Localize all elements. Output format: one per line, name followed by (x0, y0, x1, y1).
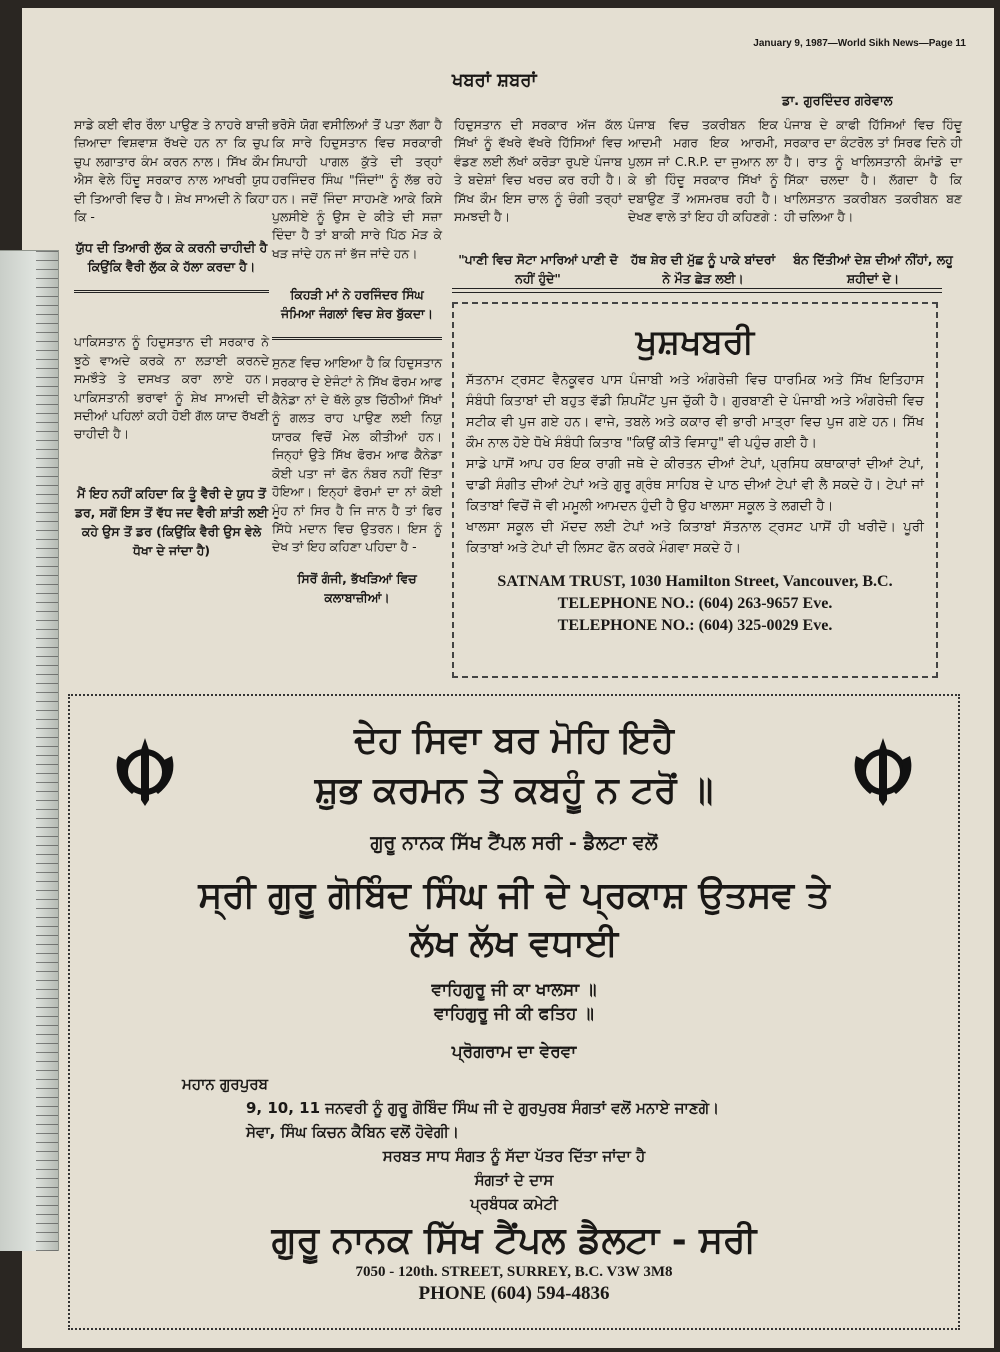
paragraph: ਪੰਜਾਬ ਵਿਚ ਤਕਰੀਬਨ ਇਕ ਆਦਮੀ ਮਗਰ ਇਕ ਆਰਮੀ, ਪੁਲਸ ਜਾਂ C.R.P. ਦਾ ਜੁਆਨ ਲਾ ਕੇ ਭੀ ਹਿੰਦੂ ਸਰਕਾਰ ਸਿੱਖਾਂ ਨੂੰ ਦਬਾਉਣ ਤੋਂ ਅਸਮਰਥ ਰਹੀ ਹੈ। ਦੇਖਣ ਵਾਲੇ ਤਾਂ ਇਹ ਹੀ ਕਹਿਣਗੇ : (628, 117, 778, 225)
greeting-line: ਸ੍ਰੀ ਗੁਰੂ ਗੋਬਿੰਦ ਸਿੰਘ ਜੀ ਦੇ ਪ੍ਰਕਾਸ਼ ਉਤਸਵ ਤੇ (198, 875, 830, 916)
notice-paragraph: ਸੱਤਨਾਮ ਟ੍ਰਸਟ ਵੈਨਕੂਵਰ ਪਾਸ ਪੰਜਾਬੀ ਅਤੇ ਅੰਗਰੇਜ਼ੀ ਵਿਚ ਧਾਰਮਿਕ ਅਤੇ ਸਿੱਖ ਇਤਿਹਾਸ ਸੰਬੰਧੀ ਕਿਤਾਬਾਂ ਦੀ ਬਹੁਤ ਵੱਡੀ ਸ਼ਿਪਮੈਂਟ ਪੁਜ ਚੁੱਕੀ ਹੈ। ਗੁਰਬਾਣੀ ਦੇ ਪੰਜਾਬੀ ਅਤੇ ਅੰਗਰੇਜ਼ੀ ਵਿਚ ਸਟੀਕ ਵੀ ਪੁਜ ਗਏ ਹਨ। ਵਾਜੇ, ਤਬਲੇ ਅਤੇ ਕਕਾਰ ਵੀ ਭਾਰੀ ਮਾਤ੍ਰਾ ਵਿਚ ਪੁਜ ਗਏ ਹਨ। ਸਿੱਖ ਕੌਮ ਨਾਲ ਹੋਏ ਧੋਖੇ ਸੰਬੰਧੀ ਕਿਤਾਬ "ਕਿਉਂ ਕੀਤੋ ਵਿਸਾਹੁ" ਵੀ ਪਹੁੰਚ ਗਈ ਹੈ। (466, 373, 924, 451)
quote: ਕਿਹੜੀ ਮਾਂ ਨੇ ਹਰਜਿੰਦਰ ਸਿੰਘ ਜੰਮਿਆ ਜੰਗਲਾਂ ਵਿਚ ਸ਼ੇਰ ਬੁੱਕਦਾ। (281, 287, 433, 322)
temple-name: ਗੁਰੂ ਨਾਨਕ ਸਿੱਖ ਟੈਂਪਲ ਡੈਲਟਾ - ਸਰੀ (271, 1220, 757, 1261)
notice-title: ਖੁਸ਼ਖਬਰੀ (635, 322, 755, 362)
quote: ਸਿਰੋਂ ਗੰਜੀ, ਭੱਖੜਿਆਂ ਵਿਚ ਕਲਾਬਾਜ਼ੀਆਂ। (297, 570, 417, 605)
program-line: ਸੇਵਾ, ਸਿੰਘ ਕਿਚਨ ਕੈਬਿਨ ਵਲੋਂ ਹੋਵੇਗੀ। (246, 1123, 459, 1141)
paragraph: ਹਿਦੁਸਤਾਨ ਦੀ ਸਰਕਾਰ ਅੱਜ ਕੱਲ ਸਿੱਖਾਂ ਨੂੰ ਵੱਖਰੇ ਵੱਖਰੇ ਹਿੱਸਿਆਂ ਵਿਚ ਵੰਡਣ ਲਈ ਲੱਖਾਂ ਕਰੋੜਾ ਰੁਪਏ ਪੰਜਾਬ ਤੇ ਬਦੇਸ਼ਾਂ ਵਿਚ ਖਰਚ ਕਰ ਰਹੀ ਹੈ। ਸਿੱਖ ਕੌਮ ਇਸ ਚਾਲ ਨੂੰ ਚੰਗੀ ਤਰ੍ਹਾਂ ਸਮਝਦੀ ਹੈ। (454, 117, 622, 225)
notice-telephone: TELEPHONE NO.: (604) 325-0029 Eve. (557, 617, 833, 634)
divider (452, 288, 942, 293)
paragraph: ਪੰਜਾਬ ਦੇ ਕਾਫੀ ਹਿੱਸਿਆਂ ਵਿਚ ਹਿੰਦੂ ਸਰਕਾਰ ਦਾ ਕੰਟਰੋਲ ਤਾਂ ਸਿਰਫ ਦਿਨੇ ਹੀ ਹੈ। ਰਾਤ ਨੂੰ ਖਾਲਿਸਤਾਨੀ ਕੰਮਾਂਡੋ ਦਾ ਸਿੱਕਾ ਚਲਦਾ ਹੈ। ਲੱਗਦਾ ਹੈ ਕਿ ਖਾਲਿਸਤਾਨ ਤਕਰੀਬਨ ਤਕਰੀਬਨ ਬਣ ਹੀ ਚਲਿਆ ਹੈ। (784, 117, 962, 225)
advertisement (66, 692, 962, 1332)
program-line: 9, 10, 11 ਜਨਵਰੀ ਨੂੰ ਗੁਰੂ ਗੋਬਿੰਦ ਸਿੰਘ ਜੀ ਦੇ ਗੁਰਪੁਰਬ ਸੰਗਤਾਂ ਵਲੋਂ ਮਨਾਏ ਜਾਣਗੇ। (246, 1099, 720, 1117)
khanda-icon (846, 734, 920, 808)
notice-box (450, 300, 940, 680)
notice-address: SATNAM TRUST, 1030 Hamilton Street, Vancouver, B.C. (497, 573, 893, 590)
quote: ਹੱਥ ਸ਼ੇਰ ਦੀ ਮੁੱਛ ਨੂੰ ਪਾਕੇ ਬਾਂਦਰਾਂ ਨੇ ਮੌਤ ਛੇੜ ਲਈ। (630, 252, 776, 287)
khanda-icon (108, 734, 182, 808)
column-1 (74, 116, 269, 560)
byline: ਡਾ. ਗੁਰਦਿੰਦਰ ਗਰੇਵਾਲ (782, 94, 893, 109)
notice-paragraph: ਸਾਡੇ ਪਾਸੋਂ ਆਪ ਹਰ ਇਕ ਰਾਗੀ ਜਥੇ ਦੇ ਕੀਰਤਨ ਦੀਆਂ ਟੇਪਾਂ, ਪ੍ਰਸਿਧ ਕਥਾਕਾਰਾਂ ਦੀਆਂ ਟੇਪਾਂ, ਢਾਡੀ ਸੰਗੀਤ ਦੀਆਂ ਟੇਪਾਂ ਅਤੇ ਗੁਰੂ ਗ੍ਰੰਥ ਸਾਹਿਬ ਦੇ ਪਾਠ ਦੀਆਂ ਟੇਪਾਂ ਵੀ ਲੈ ਸਕਦੇ ਹੋ। ਟੇਪਾਂ ਜਾਂ ਕਿਤਾਬਾਂ ਵਿਚੋਂ ਜੋ ਵੀ ਮਮੂਲੀ ਆਮਦਨ ਹੁੰਦੀ ਹੈ ਉਹ ਖਾਲਸਾ ਸਕੂਲ ਤੇ ਲਗਦੀ ਹੈ। (466, 457, 924, 514)
paragraph: ਸਾਡੇ ਕਈ ਵੀਰ ਰੌਲਾ ਪਾਉਣ ਤੇ ਨਾਹਰੇ ਬਾਜ਼ੀ ਜ਼ਿਆਦਾ ਵਿਸ਼ਵਾਸ਼ ਰੱਖਦੇ ਹਨ ਨਾ ਕਿ ਚੁਪ ਚੁਪ ਲਗਾਤਾਰ ਕੰਮ ਕਰਨ ਨਾਲ। ਸਿੱਖ ਕੌਮ ਐਸ ਵੇਲੇ ਹਿੰਦੂ ਸਰਕਾਰ ਨਾਲ ਆਖਰੀ ਯੁਧ ਦੀ ਤਿਆਰੀ ਵਿਚ ਹੈ। ਸ਼ੇਖ ਸਾਅਦੀ ਨੇ ਕਿਹਾ ਕਿ - (74, 117, 269, 225)
paragraph: ਸੁਨਣ ਵਿਚ ਆਇਆ ਹੈ ਕਿ ਹਿਦੁਸਤਾਨ ਸਰਕਾਰ ਦੇ ਏਜੰਟਾਂ ਨੇ ਸਿੱਖ ਫੋਰਮ ਆਫ ਕੈਨੇਡਾ ਨਾਂ ਦੇ ਥੱਲੇ ਕੁਝ ਚਿੱਠੀਆਂ ਸਿੱਖਾਂ ਨੂੰ ਗਲਤ ਰਾਹ ਪਾਉਣ ਲਈ ਨਿਯੁ ਯਾਰਕ ਵਿਚੋਂ ਮੇਲ ਕੀਤੀਆਂ ਹਨ। ਜਿਨ੍ਹਾਂ ਉਤੇ ਸਿੱਖ ਫੋਰਮ ਆਫ ਕੈਨੇਡਾ ਕੋਈ ਪਤਾ ਜਾਂ ਫੋਨ ਨੰਬਰ ਨਹੀਂ ਦਿੱਤਾ ਹੋਇਆ। ਇਨ੍ਹਾਂ ਫੋਰਮਾਂ ਦਾ ਨਾਂ ਕੋਈ ਮੂੰਹ ਨਾਂ ਸਿਰ ਹੈ ਜਿ ਜਾਨ ਹੈ ਤਾਂ ਫਿਰ ਸਿੱਧੇ ਮਦਾਨ ਵਿਚ ਉਤਰਨ। ਇਸ ਨੂੰ ਦੇਖ ਤਾਂ ਇਹ ਕਹਿਣਾ ਪਹਿਦਾ ਹੈ - (272, 355, 442, 555)
fateh-line: ਵਾਹਿਗੁਰੂ ਜੀ ਕਾ ਖਾਲਸਾ ॥ (431, 980, 597, 1000)
section-title: ਖਬਰਾਂ ਸ਼ਬਰਾਂ (452, 70, 537, 91)
column-5 (784, 116, 962, 288)
invitation-line: ਸਰਬਤ ਸਾਧ ਸੰਗਤ ਨੂੰ ਸੱਦਾ ਪੱਤਰ ਦਿੱਤਾ ਜਾਂਦਾ ਹੈ (382, 1147, 646, 1165)
fateh-line: ਵਾਹਿਗੁਰੂ ਜੀ ਕੀ ਫਤਿਹ ॥ (434, 1004, 594, 1024)
program-heading: ਪ੍ਰੋਗਰਾਮ ਦਾ ਵੇਰਵਾ (451, 1042, 577, 1062)
ad-from: ਗੁਰੂ ਨਾਨਕ ਸਿੱਖ ਟੈਂਪਲ ਸਰੀ - ਡੈਲਟਾ ਵਲੋਂ (370, 832, 658, 854)
quote: ਮੈਂ ਇਹ ਨਹੀਂ ਕਹਿਦਾ ਕਿ ਤੂੰ ਵੈਰੀ ਦੇ ਯੁਧ ਤੋਂ ਡਰ, ਸਗੋਂ ਇਸ ਤੋਂ ਵੱਧ ਜਦ ਵੈਰੀ ਸ਼ਾਂਤੀ ਲਈ ਕਹੇ ਉਸ ਤੋਂ ਡਰ (ਕਿਉਂਕਿ ਵੈਰੀ ਉਸ ਵੇਲੇ ਧੋਖਾ ਦੇ ਜਾਂਦਾ ਹੈ) (74, 485, 269, 558)
quote: ਬੰਨ ਦਿੱਤੀਆਂ ਦੇਸ਼ ਦੀਆਂ ਨੀਂਹਾਂ, ਲਹੂ ਸ਼ਹੀਦਾਂ ਦੇ। (793, 252, 953, 287)
program-details (182, 1072, 956, 1144)
newspaper-page (22, 8, 994, 1348)
divider (74, 290, 269, 293)
verse-line: ਦੇਹ ਸਿਵਾ ਬਰ ਮੋਹਿ ਇਹੈ (353, 720, 675, 761)
ruler (0, 250, 59, 1251)
paragraph: ਭਰੋਸੇ ਯੋਗ ਵਸੀਲਿਆਂ ਤੋਂ ਪਤਾ ਲੱਗਾ ਹੈ ਕਿ ਸਾਰੇ ਹਿਦੁਸਤਾਨ ਵਿਚ ਸਰਕਾਰੀ ਸਿਪਾਹੀ ਪਾਗਲ ਕੁੱਤੇ ਦੀ ਤਰ੍ਹਾਂ ਹਰਜਿੰਦਰ ਸਿੰਘ "ਜਿੰਦਾਂ" ਨੂੰ ਲੱਭ ਰਹੇ ਹਨ। ਜਦੋਂ ਜਿੰਦਾ ਸਾਹਮਣੇ ਆਕੇ ਕਿਸੇ ਪੁਲਸੀਏ ਨੂੰ ਉਸ ਦੇ ਕੀਤੇ ਦੀ ਸਜ਼ਾ ਦਿੰਦਾ ਹੈ ਤਾਂ ਬਾਕੀ ਸਾਰੇ ਪਿੱਠ ਮੋੜ ਕੇ ਖੜ ਜਾਂਦੇ ਹਨ ਜਾਂ ਭੱਜ ਜਾਂਦੇ ਹਨ। (272, 117, 442, 261)
temple-address: 7050 - 120th. STREET, SURREY, B.C. V3W 3M8 (355, 1264, 673, 1280)
notice-telephone: TELEPHONE NO.: (604) 263-9657 Eve. (557, 595, 833, 612)
column-3 (454, 116, 622, 288)
running-head: January 9, 1987—World Sikh News—Page 11 (753, 38, 966, 49)
notice-paragraph: ਖਾਲਸਾ ਸਕੂਲ ਦੀ ਮੱਦਦ ਲਈ ਟੇਪਾਂ ਅਤੇ ਕਿਤਾਬਾਂ ਸੱਤਨਾਲ ਟ੍ਰਸਟ ਪਾਸੋਂ ਹੀ ਖਰੀਦੋ। ਪੂਰੀ ਕਿਤਾਬਾਂ ਅਤੇ ਟੇਪਾਂ ਦੀ ਲਿਸਟ ਫੋਨ ਕਰਕੇ ਮੰਗਵਾ ਸਕਦੇ ਹੋ। (466, 520, 924, 556)
verse-line: ਸ਼ੁਭ ਕਰਮਨ ਤੇ ਕਬਹੂੰ ਨ ਟਰੋਂ ॥ (314, 770, 714, 811)
greeting-line: ਲੱਖ ਲੱਖ ਵਧਾਈ (409, 923, 619, 964)
paragraph: ਪਾਕਿਸਤਾਨ ਨੂੰ ਹਿਦੁਸਤਾਨ ਦੀ ਸਰਕਾਰ ਨੇ ਝੂਠੇ ਵਾਅਦੇ ਕਰਕੇ ਨਾ ਲੜਾਈ ਕਰਨਦੇ ਸਮਝੌਤੇ ਤੇ ਦਸਖਤ ਕਰਾ ਲਾਏ ਹਨ। ਪਾਕਿਸਤਾਨੀ ਭਰਾਵਾਂ ਨੂੰ ਸ਼ੇਖ ਸਾਅਦੀ ਦੀ ਸਦੀਆਂ ਪਹਿਲਾਂ ਕਹੀ ਹੋਈ ਗੱਲ ਯਾਦ ਰੱਖਣੀ ਚਾਹੀਦੀ ਹੈ। (74, 334, 269, 442)
temple-phone: PHONE (604) 594-4836 (418, 1283, 610, 1304)
quote: "ਪਾਣੀ ਵਿਚ ਸੋਟਾ ਮਾਰਿਆਂ ਪਾਣੀ ਦੋ ਨਹੀਂ ਹੁੰਦੇ" (458, 252, 618, 287)
signature-line: ਪ੍ਰਬੰਧਕ ਕਮੇਟੀ (470, 1195, 558, 1213)
divider (272, 337, 442, 340)
column-2 (272, 116, 442, 607)
signature-line: ਸੰਗਤਾਂ ਦੇ ਦਾਸ (474, 1171, 554, 1189)
quote: ਯੁੱਧ ਦੀ ਤਿਆਰੀ ਲੁੱਕ ਕੇ ਕਰਨੀ ਚਾਹੀਦੀ ਹੈ ਕਿਉਂਕਿ ਵੈਰੀ ਲੁੱਕ ਕੇ ਹੱਲਾ ਕਰਦਾ ਹੈ। (75, 240, 268, 275)
program-title: ਮਹਾਨ ਗੁਰਪੁਰਬ (182, 1075, 269, 1093)
column-4 (628, 116, 778, 288)
